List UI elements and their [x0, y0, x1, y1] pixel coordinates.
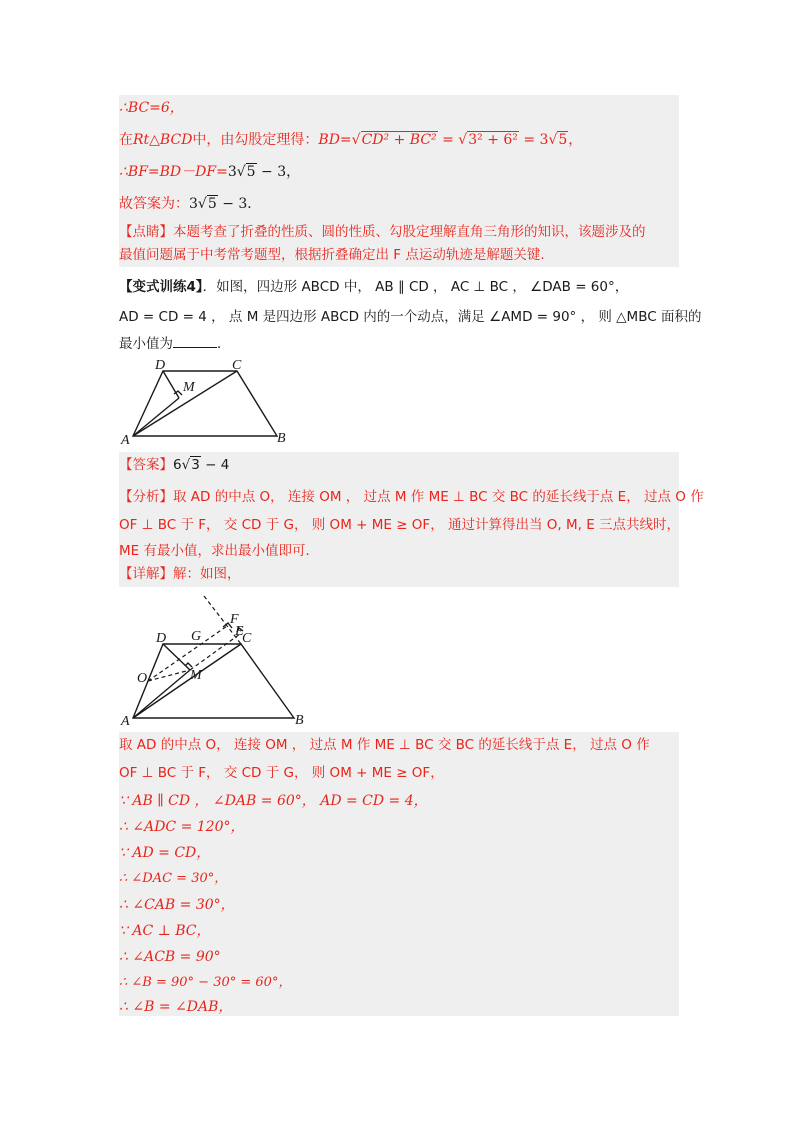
solution-figure	[119, 590, 304, 730]
question-line: 【变式训练4】．如图，四边形 ABCD 中， AB ∥ CD ， AC ⊥ BC ， ∠DAB = 60°，	[119, 279, 629, 295]
text-line: ∴BC=6，	[119, 100, 184, 116]
analysis-line: OF ⊥ BC 于 F， 交 CD 于 G， 则 OM + ME ≥ OF， 通过计算得出当 O, M, E 三点共线时，	[119, 517, 681, 533]
key-point-line: 最值问题属于中考常考题型，根据折叠确定出 F 点运动轨迹是解题关键.	[119, 247, 545, 263]
label-A: A	[121, 433, 130, 447]
final-answer-line: 故答案为：3√5 − 3．	[119, 196, 262, 212]
key-point-line: 【点睛】本题考查了折叠的性质、圆的性质、勾股定理解直角三角形的知识，该题涉及的	[119, 224, 646, 240]
solution-line: 取 AD 的中点 O， 连接 OM ， 过点 M 作 ME ⊥ BC 交 BC 的延长线于点 E， 过点 O 作	[119, 737, 650, 753]
solution-line: ∵ AD = CD，	[119, 845, 211, 861]
label-G: G	[191, 629, 202, 644]
solution-line: ∴ ∠B = 90° − 30° = 60°，	[119, 975, 292, 990]
answer-blank	[173, 333, 217, 348]
analysis-line: ME 有最小值，求出最小值即可．	[119, 543, 319, 559]
solution-line: OF ⊥ BC 于 F， 交 CD 于 G， 则 OM + ME ≥ OF，	[119, 765, 444, 781]
label-A: A	[121, 714, 130, 729]
solution-continuation-block	[119, 95, 679, 267]
label-M: M	[190, 668, 202, 683]
label-D: D	[155, 358, 166, 373]
label-D: D	[156, 631, 167, 646]
solution-line: ∴ ∠ADC = 120°，	[119, 819, 245, 835]
solution-line: ∴ ∠CAB = 30°，	[119, 897, 235, 913]
detail-heading: 【详解】解：如图，	[119, 566, 241, 582]
label-B: B	[295, 713, 304, 728]
solution-block	[119, 732, 679, 1016]
label-C: C	[242, 631, 252, 646]
solution-line: ∴ ∠DAC = 30°，	[119, 871, 228, 886]
solution-line: ∵ AC ⊥ BC，	[119, 923, 211, 939]
analysis-line: 【分析】取 AD 的中点 O， 连接 OM ， 过点 M 作 ME ⊥ BC 交 BC 的延长线于点 E， 过点 O 作	[119, 489, 704, 505]
solution-line: ∴ ∠ACB = 90°	[119, 949, 221, 965]
question-block	[119, 272, 702, 352]
text-line: ∴BF=BD－DF=3√5 − 3，	[119, 164, 301, 180]
question-figure	[119, 352, 299, 447]
question-line: AD = CD = 4 ， 点 M 是四边形 ABCD 内的一个动点，满足 ∠AMD = 90° ， 则 △MBC 面积的	[119, 309, 702, 325]
label-B: B	[277, 431, 286, 446]
answer-block	[119, 452, 704, 587]
label-E: E	[235, 624, 244, 639]
label-C: C	[232, 358, 242, 373]
label-O: O	[137, 671, 148, 686]
solution-line: ∴ ∠B = ∠DAB，	[119, 999, 233, 1015]
label-M: M	[183, 380, 195, 395]
solution-line: ∵ AB ∥ CD ， ∠DAB = 60°， AD = CD = 4，	[119, 793, 428, 809]
pythagorean-line: 在Rt△BCD中，由勾股定理得：BD=√CD² + BC² = √3² + 6² = 3√5，	[119, 132, 583, 148]
question-line: 最小值为 ．	[119, 333, 231, 353]
answer-line: 【答案】6√3 − 4	[119, 457, 230, 473]
label-F: F	[230, 612, 239, 627]
